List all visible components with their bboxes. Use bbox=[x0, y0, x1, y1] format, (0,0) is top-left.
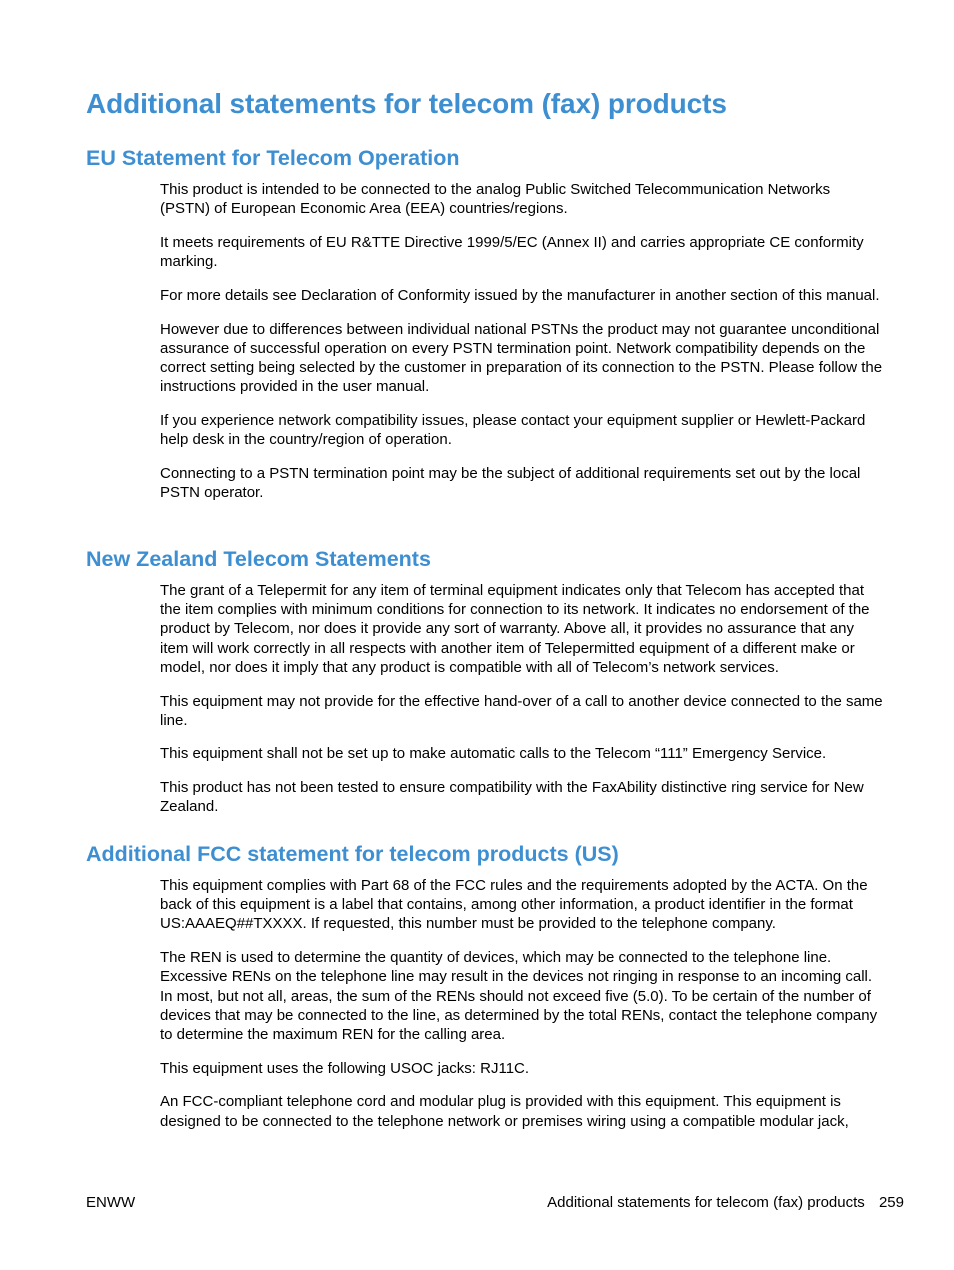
paragraph: This product has not been tested to ensure compatibility with the FaxAbility distinctive ring service for New Zealand. bbox=[160, 779, 864, 816]
paragraph: This equipment uses the following USOC jacks: RJ11C. bbox=[160, 1059, 530, 1077]
section-nz-statements bbox=[0, 544, 954, 831]
section-eu-statement bbox=[0, 143, 954, 517]
paragraph: However due to differences between individual national PSTNs the product may not guarantee unconditional assurance of successful operation on every PSTN termination point. Network compatibility depends on the correct setting being selected by the customer in preparation of its connection to the PSTN. Please follow the instructions provided in the user manual. bbox=[160, 320, 883, 396]
footer-left-label: ENWW bbox=[86, 1194, 136, 1211]
paragraph: An FCC-compliant telephone cord and modular plug is provided with this equipment. This equipment is designed to be connected to the telephone network or premises wiring using a compatible modular jack, bbox=[160, 1093, 849, 1130]
section-heading: Additional FCC statement for telecom products (US) bbox=[86, 842, 619, 866]
footer-right bbox=[547, 1194, 904, 1211]
section-body bbox=[160, 876, 884, 1131]
section-heading: New Zealand Telecom Statements bbox=[86, 547, 431, 571]
section-fcc-statement bbox=[0, 839, 954, 1145]
section-body bbox=[160, 180, 884, 502]
paragraph: Connecting to a PSTN termination point may be the subject of additional requirements set out by the local PSTN operator. bbox=[160, 464, 861, 501]
paragraph: The REN is used to determine the quantity of devices, which may be connected to the telephone line. Excessive RENs on the telephone line may result in the devices not ringing in response to an incoming call. In most, but not all, areas, the sum of the RENs should not exceed five (5.0). To be certain of the number of devices that may be connected to the line, as determined by the total RENs, contact the telephone company to determine the maximum REN for the calling area. bbox=[160, 949, 878, 1043]
paragraph: If you experience network compatibility issues, please contact your equipment supplier or Hewlett-Packard help desk in the country/region of operation. bbox=[160, 411, 866, 449]
section-heading: EU Statement for Telecom Operation bbox=[86, 146, 460, 170]
paragraph: This equipment complies with Part 68 of the FCC rules and the requirements adopted by the ACTA. On the back of this equipment is a label that contains, among other information, a product identifier in the format US:AAAEQ##TXXXX. If requested, this number must be provided to the telephone company. bbox=[160, 877, 868, 933]
footer-chapter-title: Additional statements for telecom (fax) products bbox=[547, 1194, 865, 1211]
page-footer bbox=[86, 1194, 904, 1211]
paragraph: It meets requirements of EU R&TTE Directive 1999/5/EC (Annex II) and carries appropriate CE conformity marking. bbox=[160, 233, 864, 271]
paragraph: This product is intended to be connected to the analog Public Switched Telecommunication Networks (PSTN) of European Economic Area (EEA) countries/regions. bbox=[160, 181, 831, 218]
section-body bbox=[160, 581, 884, 817]
page-title: Additional statements for telecom (fax) products bbox=[86, 88, 727, 119]
paragraph: For more details see Declaration of Conformity issued by the manufacturer in another section of this manual. bbox=[160, 286, 880, 304]
paragraph: This equipment may not provide for the effective hand-over of a call to another device connected to the same line. bbox=[160, 692, 883, 729]
paragraph: The grant of a Telepermit for any item of terminal equipment indicates only that Telecom has accepted that the item complies with minimum conditions for connection to its network. It indicates no endorsement of the product by Telecom, nor does it provide any sort of warranty. Above all, it provides no assurance that any item will work correctly in all respects with another item of Telepermitted equipment of a different make or model, nor does it imply that any product is compatible with all of Telecom’s network services. bbox=[160, 582, 870, 676]
page-number: 259 bbox=[878, 1194, 904, 1211]
paragraph: This equipment shall not be set up to make automatic calls to the Telecom “111” Emergency Service. bbox=[160, 745, 827, 763]
